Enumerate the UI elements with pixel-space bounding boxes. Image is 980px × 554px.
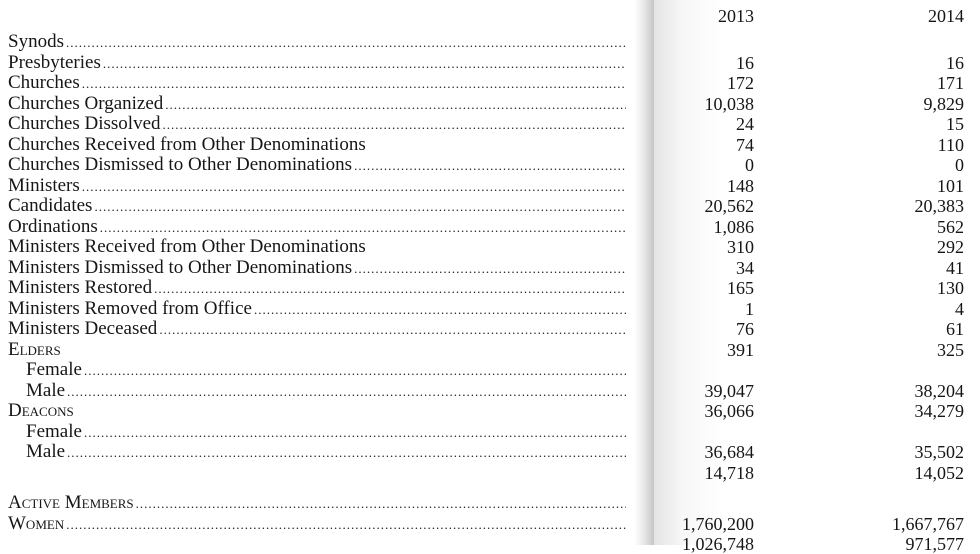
- row-label: [8, 54, 626, 72]
- value-2013: 1,026,748: [682, 534, 754, 554]
- row-label-text: Churches Dismissed to Other Denominations: [8, 156, 353, 174]
- row-label-text: Candidates: [8, 197, 93, 215]
- row-label: [8, 341, 626, 359]
- value-2014: 38,204: [914, 380, 964, 401]
- row-label-text: Ordinations: [8, 217, 98, 236]
- table-row: [0, 300, 980, 318]
- table-row: [0, 402, 980, 420]
- row-label: [8, 33, 626, 51]
- row-label: [8, 279, 626, 297]
- value-2013: 1,086: [713, 216, 754, 237]
- value-2013: 172: [727, 73, 754, 93]
- table-row: [0, 443, 980, 461]
- row-label-text: Churches Dissolved: [8, 115, 161, 133]
- row-label-text: Women: [8, 514, 65, 533]
- row-label-text: Presbyteries: [8, 53, 101, 72]
- value-2013: [640, 494, 754, 512]
- value-2013: 24: [736, 114, 754, 134]
- value-2013: 20,562: [704, 196, 754, 216]
- row-label-text: Churches Received from Other Denominations: [8, 135, 366, 154]
- dot-leader: [66, 516, 626, 533]
- value-2013: 148: [727, 175, 754, 196]
- row-label-text: Ministers Deceased: [8, 320, 158, 338]
- row-label: [26, 423, 626, 441]
- value-2013: 34: [736, 257, 754, 278]
- dot-leader: [165, 96, 626, 113]
- dot-leader: [84, 362, 626, 379]
- table-row: [0, 136, 980, 154]
- value-2014: 171: [937, 73, 964, 93]
- dot-leader: [67, 383, 626, 400]
- row-label-text: Male: [26, 381, 66, 400]
- row-label-text: Ministers: [8, 176, 80, 195]
- dot-leader: [67, 444, 626, 461]
- value-2013: 1,760,200: [682, 513, 754, 534]
- table-row: [0, 177, 980, 195]
- row-label: [8, 197, 626, 215]
- table-row: [0, 115, 980, 133]
- value-2013: 1: [745, 298, 754, 319]
- value-2014: 15: [946, 114, 964, 134]
- value-2013: 39,047: [704, 380, 754, 401]
- value-2013: 16: [736, 52, 754, 73]
- row-label-text: Female: [26, 361, 82, 379]
- dot-leader: [82, 178, 626, 195]
- value-2014: 101: [937, 175, 964, 196]
- table-row: [0, 515, 980, 533]
- dot-leader: [66, 34, 626, 51]
- year-header-2013: 2013: [718, 6, 754, 26]
- row-label: [8, 238, 626, 256]
- row-label-text: Ministers Received from Other Denominations: [8, 238, 366, 256]
- table-row: [0, 259, 980, 277]
- value-2014: 61: [946, 319, 964, 339]
- row-label: [8, 259, 626, 277]
- row-label-text: Ministers Dismissed to Other Denominations: [8, 258, 353, 277]
- row-label-text: Churches: [8, 74, 80, 92]
- table-row: [0, 279, 980, 297]
- dot-leader: [103, 55, 626, 72]
- value-2013: 74: [736, 134, 754, 155]
- dot-leader: [136, 495, 626, 512]
- table-row: [0, 464, 980, 482]
- value-2013: 36,066: [704, 401, 754, 421]
- dot-leader: [354, 260, 626, 277]
- value-2014: 971,577: [905, 534, 964, 554]
- dot-leader: [254, 301, 626, 318]
- row-label-text: Ministers Removed from Office: [8, 299, 252, 318]
- value-2014: 41: [946, 257, 964, 278]
- value-2014: 9,829: [923, 93, 964, 114]
- table-row: [0, 74, 980, 92]
- value-2014: 4: [955, 298, 964, 319]
- row-label: [8, 156, 626, 174]
- table-row: [0, 361, 980, 379]
- value-2013: [640, 361, 754, 379]
- table-row: [0, 95, 980, 113]
- table-row: [0, 382, 980, 400]
- row-label: [8, 402, 626, 420]
- table-row: [0, 320, 980, 338]
- table-row: [0, 54, 980, 72]
- value-2014: 0: [955, 155, 964, 175]
- row-label: [26, 382, 626, 400]
- table-row: [0, 197, 980, 215]
- row-label-text: Ministers Restored: [8, 279, 153, 297]
- value-2014: [862, 361, 964, 379]
- row-label: [8, 136, 626, 154]
- value-2013: [640, 33, 754, 51]
- dot-leader: [84, 424, 626, 441]
- row-label-text: Deacons: [8, 402, 74, 420]
- table-row: [0, 494, 980, 512]
- value-2013: 76: [736, 319, 754, 339]
- value-2013: 10,038: [704, 93, 754, 114]
- dot-leader: [159, 321, 626, 338]
- table-row: [0, 423, 980, 441]
- row-label: [8, 515, 626, 533]
- row-label-text: Churches Organized: [8, 94, 164, 113]
- dot-leader: [94, 198, 626, 215]
- value-2014: [862, 494, 964, 512]
- row-label: [8, 320, 626, 338]
- dot-leader: [154, 280, 626, 297]
- value-2014: 34,279: [914, 401, 964, 421]
- value-2014: 292: [937, 237, 964, 257]
- value-2013: 165: [727, 278, 754, 298]
- row-label: [8, 115, 626, 133]
- row-label-text: Male: [26, 443, 66, 461]
- year-header-2014: 2014: [928, 6, 964, 26]
- value-2014: 20,383: [914, 196, 964, 216]
- value-2014: 35,502: [914, 442, 964, 462]
- row-label: [8, 74, 626, 92]
- value-2014: 1,667,767: [892, 513, 964, 534]
- value-2014: 110: [937, 134, 964, 155]
- value-2014: 14,052: [914, 462, 964, 483]
- row-label-text: Synods: [8, 33, 64, 51]
- value-2014: 562: [937, 216, 964, 237]
- table-row: [0, 535, 980, 553]
- row-label: [8, 95, 626, 113]
- value-2013: 310: [727, 237, 754, 257]
- dot-leader: [82, 75, 626, 92]
- dot-leader: [163, 116, 626, 133]
- row-label-text: Elders: [8, 340, 61, 359]
- row-label: [26, 361, 626, 379]
- row-label-text: Active Members: [8, 494, 134, 512]
- value-2014: [862, 33, 964, 51]
- value-2013: 36,684: [704, 442, 754, 462]
- value-2014: [862, 423, 964, 441]
- value-2013: [640, 423, 754, 441]
- table-row: [0, 156, 980, 174]
- row-label: [8, 494, 626, 512]
- table-row: [0, 238, 980, 256]
- table-row: [0, 341, 980, 359]
- dot-leader: [354, 157, 626, 174]
- value-2013: 14,718: [704, 462, 754, 483]
- table-row: [0, 33, 980, 51]
- table-row: [0, 218, 980, 236]
- row-label: [8, 177, 626, 195]
- row-label: [26, 443, 626, 461]
- value-2013: 0: [745, 155, 754, 175]
- row-label: [8, 218, 626, 236]
- value-2013: 391: [727, 339, 754, 360]
- value-2014: 130: [937, 278, 964, 298]
- row-label: [8, 300, 626, 318]
- value-2014: 325: [937, 339, 964, 360]
- row-label-text: Female: [26, 422, 82, 441]
- value-2014: 16: [946, 52, 964, 73]
- dot-leader: [100, 219, 626, 236]
